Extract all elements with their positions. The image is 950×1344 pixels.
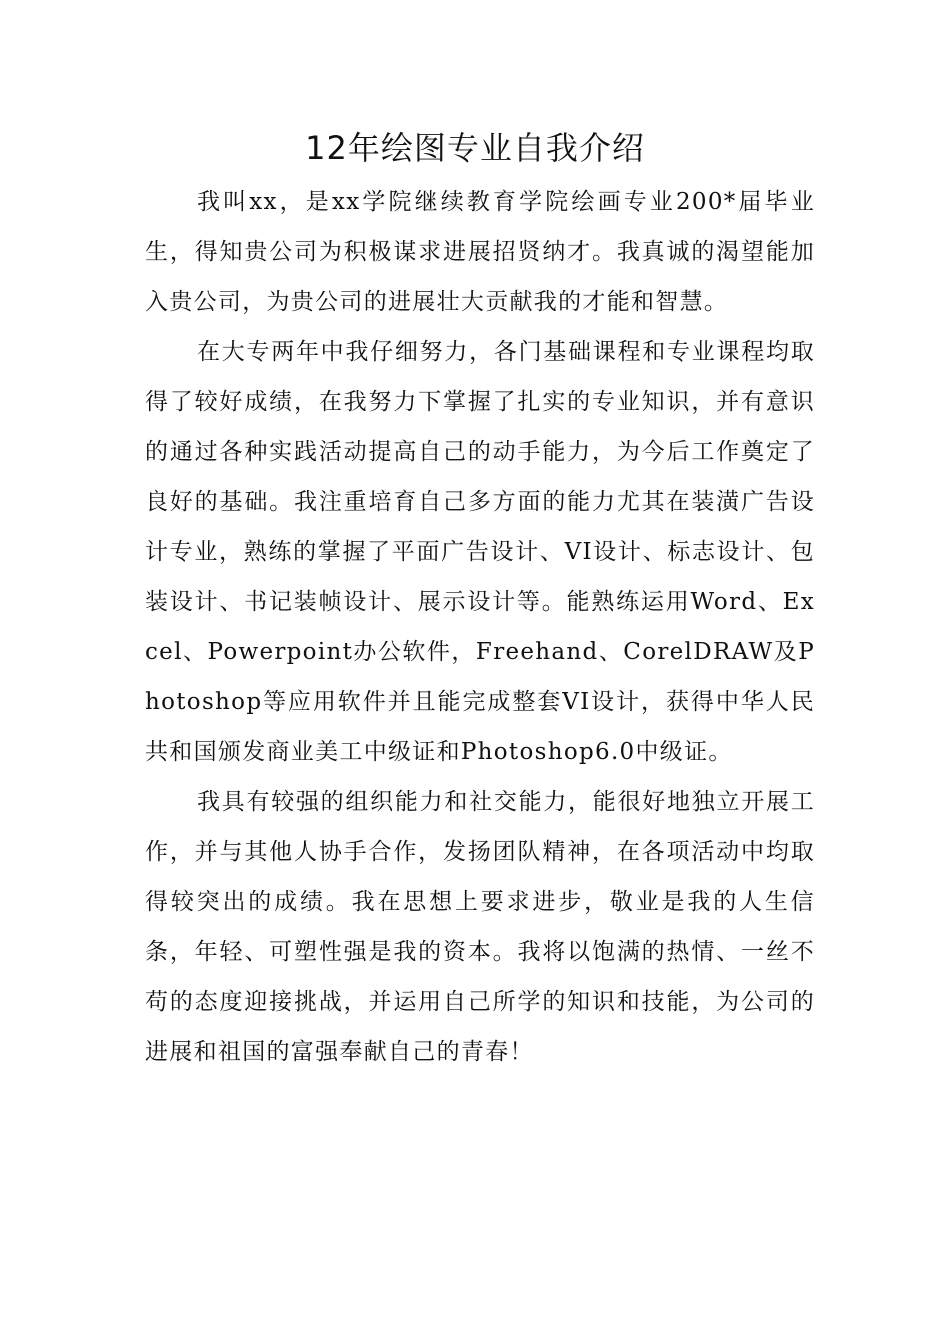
document-body [145,177,815,1077]
paragraph-intro: 我叫xx，是xx学院继续教育学院绘画专业200*届毕业生，得知贵公司为积极谋求进展招贤纳才。我真诚的渴望能加入贵公司，为贵公司的进展壮大贡献我的才能和智慧。 [145,189,815,315]
paragraph-personal-qualities: 我具有较强的组织能力和社交能力，能很好地独立开展工作，并与其他人协手合作，发扬团队精神，在各项活动中均取得较突出的成绩。我在思想上要求进步，敬业是我的人生信条，年轻、可塑性强是我的资本。我将以饱满的热情、一丝不苟的态度迎接挑战，并运用自己所学的知识和技能，为公司的进展和祖国的富强奉献自己的青春！ [145,789,815,1065]
paragraph-education-skills: 在大专两年中我仔细努力，各门基础课程和专业课程均取得了较好成绩，在我努力下掌握了扎实的专业知识，并有意识的通过各种实践活动提高自己的动手能力，为今后工作奠定了良好的基础。我注重培育自己多方面的能力尤其在装潢广告设计专业，熟练的掌握了平面广告设计、VI设计、标志设计、包装设计、书记装帧设计、展示设计等。能熟练运用Word、Excel、Powerpoint办公软件，Freehand、CorelDRAW及Photoshop等应用软件并且能完成整套VI设计，获得中华人民共和国颁发商业美工中级证和Photoshop6.0中级证。 [145,339,815,765]
document-title: 12年绘图专业自我介绍 [305,129,645,167]
